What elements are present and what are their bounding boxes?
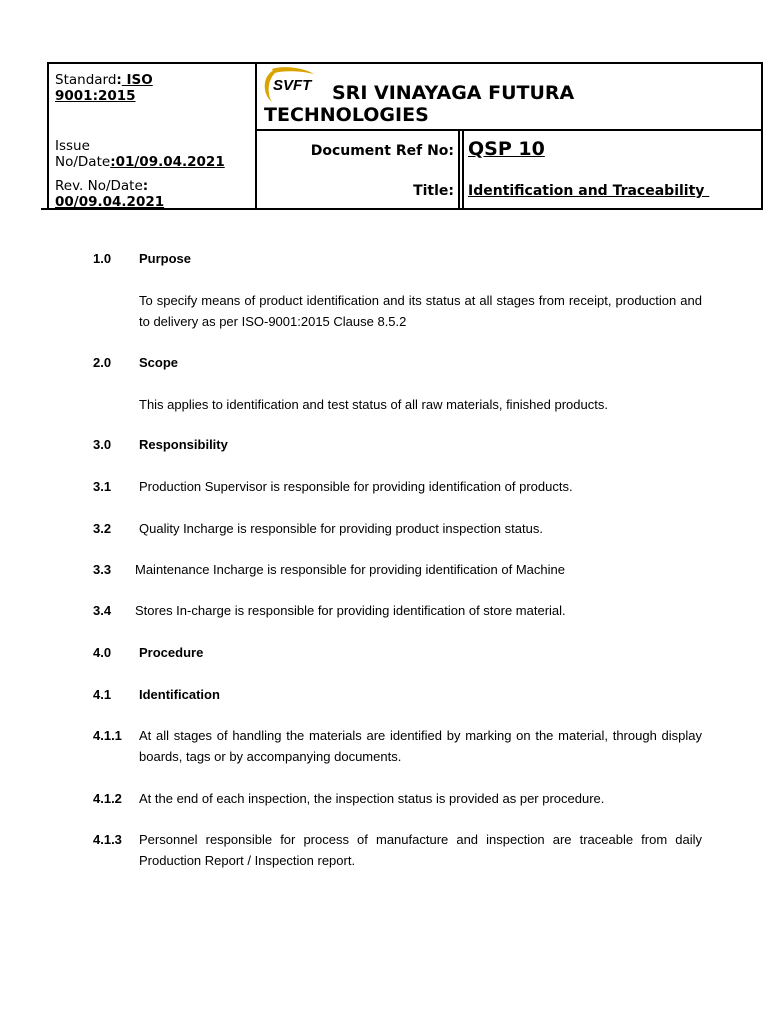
- standard-value-cont: 9001:2015: [55, 88, 136, 104]
- standard-field: Standard: ISO 9001:2015: [55, 72, 153, 104]
- clause-number: 3.2: [93, 521, 112, 536]
- company-name: SRI VINAYAGA FUTURA TECHNOLOGIES: [264, 82, 575, 126]
- logo-text: SVFT: [273, 77, 312, 94]
- clause-text: Production Supervisor is responsible for providing identification of products.: [139, 479, 573, 494]
- clause-text: Maintenance Incharge is responsible for providing identification of Machine: [135, 562, 565, 577]
- issue-field: Issue No/Date:01/09.04.2021: [55, 138, 225, 170]
- standard-value: ISO: [121, 72, 153, 88]
- clause-text: At the end of each inspection, the inspection status is provided as per procedure.: [139, 791, 605, 806]
- clause-text: At all stages of handling the materials are identified by marking on the material, through display boards, tags or by accompanying documents.: [139, 728, 702, 764]
- section-heading-purpose: Purpose: [139, 251, 192, 266]
- document-header-table: [47, 62, 763, 210]
- clause-number: 4.1.1: [93, 728, 122, 743]
- title-value: Identification and Traceability: [468, 183, 710, 199]
- section-heading-scope: Scope: [139, 355, 179, 370]
- title-label: Title:: [413, 183, 454, 199]
- revision-field: Rev. No/Date: 00/09.04.2021: [55, 178, 165, 210]
- section-number: 2.0: [93, 355, 112, 370]
- standard-label: Standard: [55, 72, 117, 88]
- section-heading-responsibility: Responsibility: [139, 437, 228, 452]
- issue-label: Issue: [55, 138, 90, 154]
- purpose-text: To specify means of product identification and its status at all stages from receipt, production and to delivery as per ISO-9001:2015 Clause 8.5.2: [139, 293, 702, 329]
- scope-text: This applies to identification and test status of all raw materials, finished products.: [139, 397, 608, 412]
- clause-number: 4.1: [93, 687, 112, 702]
- issue-value: :01/09.04.2021: [110, 154, 225, 170]
- clause-number: 3.3: [93, 562, 112, 577]
- clause-text: Personnel responsible for process of manufacture and inspection are traceable from daily Production Report / Inspection report.: [139, 832, 702, 868]
- clause-text: Quality Incharge is responsible for providing product inspection status.: [139, 521, 543, 536]
- doc-ref-value: QSP 10: [468, 138, 545, 160]
- clause-number: 4.1.2: [93, 791, 122, 806]
- clause-text: Stores In-charge is responsible for providing identification of store material.: [135, 603, 566, 618]
- section-number: 4.0: [93, 645, 112, 660]
- clause-number: 3.4: [93, 603, 112, 618]
- clause-number: 4.1.3: [93, 832, 122, 847]
- section-number: 1.0: [93, 251, 112, 266]
- rev-value: 00/09.04.2021: [55, 194, 165, 210]
- rev-label: Rev. No/Date: [55, 178, 143, 194]
- subsection-heading-identification: Identification: [139, 687, 220, 702]
- section-number: 3.0: [93, 437, 112, 452]
- doc-ref-label: Document Ref No:: [310, 143, 454, 159]
- section-heading-procedure: Procedure: [139, 645, 204, 660]
- clause-number: 3.1: [93, 479, 112, 494]
